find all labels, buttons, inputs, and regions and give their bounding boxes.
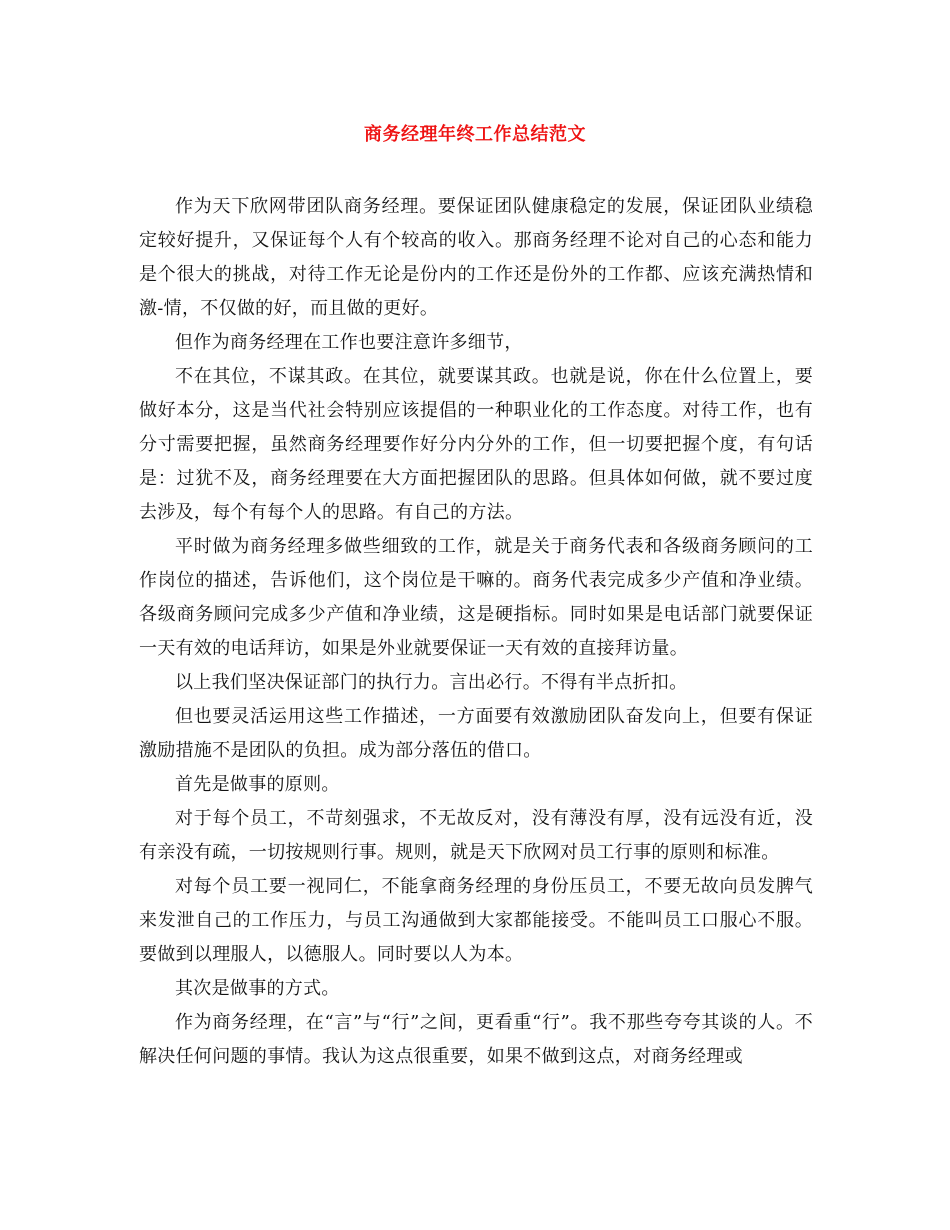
document-title: 商务经理年终工作总结范文 xyxy=(364,124,586,145)
paragraph: 作为天下欣网带团队商务经理。要保证团队健康稳定的发展，保证团队业绩稳定较好提升，又保证每个人有个较高的收入。那商务经理不论对自己的心态和能力是个很大的挑战，对待工作无论是份内的工作还是份外的工作都、应该充满热情和激-情，不仅做的好，而且做的更好。 xyxy=(139,196,813,319)
paragraph: 首先是做事的原则。 xyxy=(175,774,340,795)
paragraph: 对每个员工要一视同仁，不能拿商务经理的身份压员工，不要无故向员发脾气来发泄自己的工作压力，与员工沟通做到大家都能接受。不能叫员工口服心不服。要做到以理服人，以德服人。同时要以人为本。 xyxy=(139,876,813,965)
paragraph: 平时做为商务经理多做些细致的工作，就是关于商务代表和各级商务顾问的工作岗位的描述，告诉他们，这个岗位是干嘛的。商务代表完成多少产值和净业绩。各级商务顾问完成多少产值和净业绩，这是硬指标。同时如果是电话部门就要保证一天有效的电话拜访，如果是外业就要保证一天有效的直接拜访量。 xyxy=(139,536,813,659)
paragraph: 对于每个员工，不苛刻强求，不无故反对，没有薄没有厚，没有远没有近，没有亲没有疏，一切按规则行事。规则，就是天下欣网对员工行事的原则和标准。 xyxy=(139,808,813,863)
paragraph: 作为商务经理，在“言”与“行”之间，更看重“行”。我不那些夸夸其谈的人。不解决任何问题的事情。我认为这点很重要，如果不做到这点，对商务经理或 xyxy=(139,1012,813,1067)
paragraph: 其次是做事的方式。 xyxy=(175,978,340,999)
document-body xyxy=(139,190,813,1074)
paragraph: 不在其位，不谋其政。在其位，就要谋其政。也就是说，你在什么位置上，要做好本分，这是当代社会特别应该提倡的一种职业化的工作态度。对待工作，也有分寸需要把握，虽然商务经理要作好分内分外的工作，但一切要把握个度，有句话是：过犹不及，商务经理要在大方面把握团队的思路。但具体如何做，就不要过度去涉及，每个有每个人的思路。有自己的方法。 xyxy=(139,366,813,523)
paragraph: 以上我们坚决保证部门的执行力。言出必行。不得有半点折扣。 xyxy=(175,672,688,693)
paragraph: 但作为商务经理在工作也要注意许多细节， xyxy=(175,332,523,353)
paragraph: 但也要灵活运用这些工作描述，一方面要有效激励团队奋发向上，但要有保证激励措施不是团队的负担。成为部分落伍的借口。 xyxy=(139,706,813,761)
